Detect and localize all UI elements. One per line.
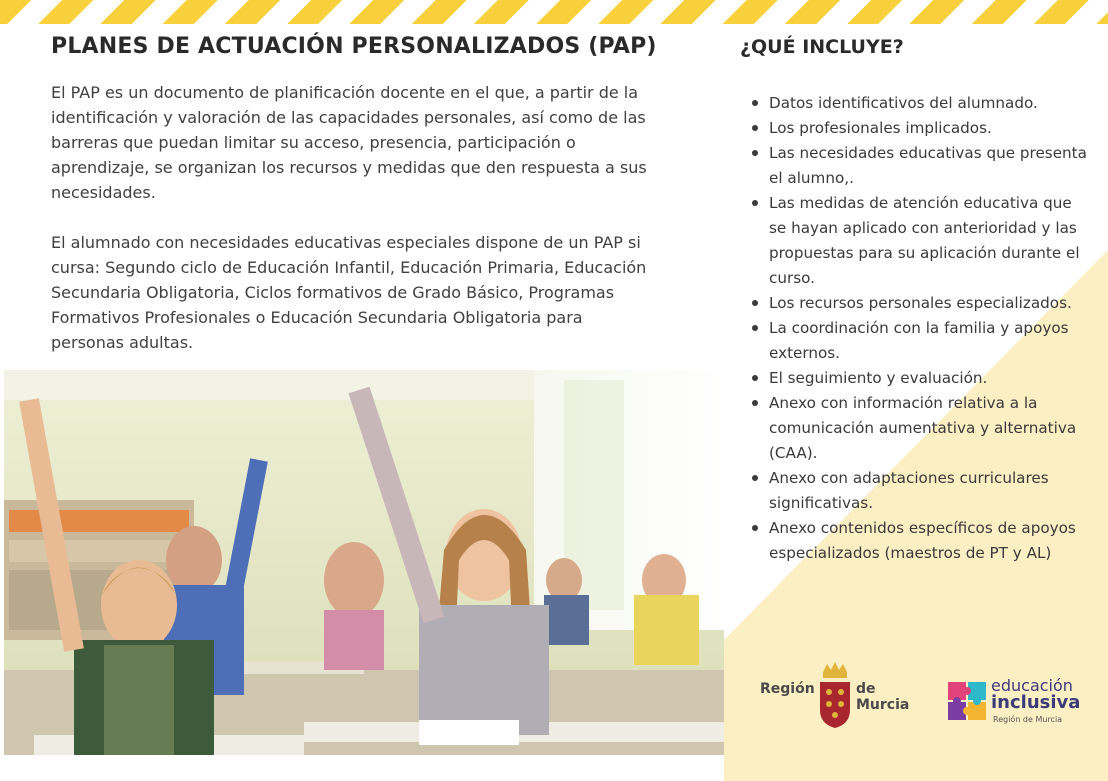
list-item: Las necesidades educativas que presenta el alumno,. — [748, 141, 1093, 191]
logo-text-region-sub: Región de Murcia — [993, 715, 1063, 724]
puzzle-icon — [946, 680, 988, 722]
classroom-photo — [4, 370, 724, 755]
educacion-inclusiva-logo — [946, 674, 1086, 734]
list-item: Anexo contenidos específicos de apoyos especializados (maestros de PT y AL) — [748, 516, 1093, 566]
logo-text-murcia: de Murcia — [856, 681, 910, 713]
includes-list — [748, 91, 1093, 566]
list-item: Los profesionales implicados. — [748, 116, 1093, 141]
list-item: Las medidas de atención educativa que se hayan aplicado con anterioridad y las propuestas para su aplicación durante el curso. — [748, 191, 1093, 291]
list-item: Anexo con información relativa a la comunicación aumentativa y alternativa (CAA). — [748, 391, 1093, 466]
region-de-murcia-logo — [760, 660, 930, 730]
list-item: La coordinación con la familia y apoyos externos. — [748, 316, 1093, 366]
logo-text-inclusiva: inclusiva — [991, 692, 1081, 713]
includes-title: ¿QUÉ INCLUYE? — [740, 36, 904, 58]
list-item: Anexo con adaptaciones curriculares significativas. — [748, 466, 1093, 516]
list-item: El seguimiento y evaluación. — [748, 366, 1093, 391]
page-title: PLANES DE ACTUACIÓN PERSONALIZADOS (PAP) — [51, 34, 657, 59]
intro-paragraph-1: El PAP es un documento de planificación docente en el que, a partir de la identificación y valoración de las capacidades personales, así como de las barreras que puedan limitar su acceso, presencia, participación o aprendizaje, se organizan los recursos y medidas que den respuesta a sus necesidades. — [51, 83, 647, 202]
list-item: Datos identificativos del alumnado. — [748, 91, 1093, 116]
logo-text-region: Región — [760, 681, 815, 697]
list-item: Los recursos personales especializados. — [748, 291, 1093, 316]
crest-icon — [815, 660, 855, 730]
intro-paragraph-2: El alumnado con necesidades educativas especiales dispone de un PAP si cursa: Segundo ciclo de Educación Infantil, Educación Primaria, Educación Secundaria Obligatoria, Ciclos formativos de Grado Básico, Programas Formativos Profesionales o Educación Secundaria Obligatoria para personas adultas. — [51, 233, 647, 352]
logo-text-educacion: educación — [991, 676, 1073, 695]
